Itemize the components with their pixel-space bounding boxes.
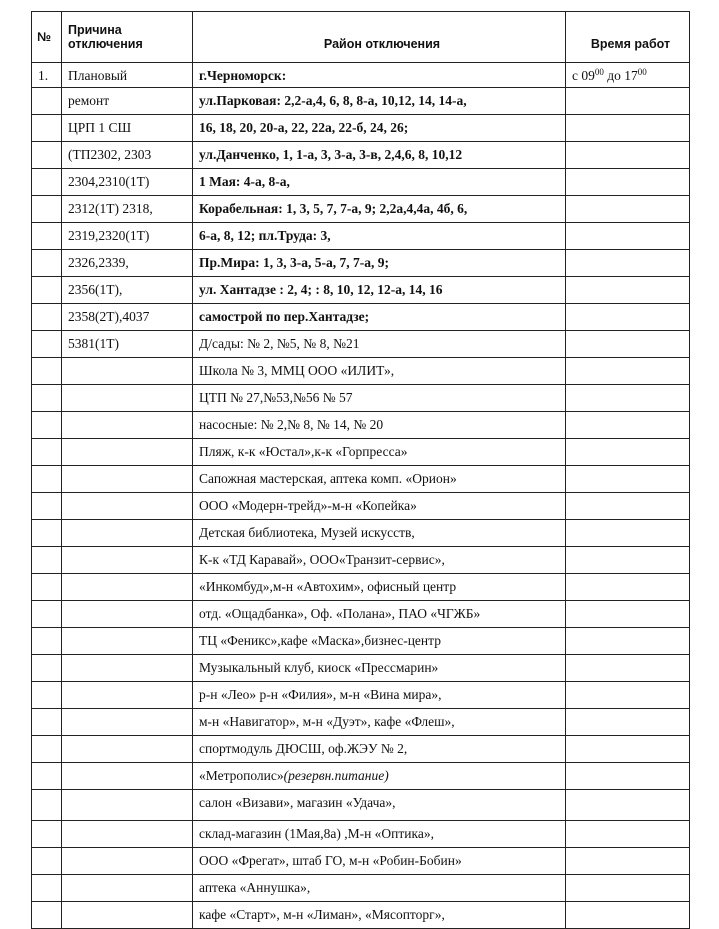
area-cell [193, 304, 566, 331]
area-cell [193, 439, 566, 466]
area-text: Пляж, к-к «Юстал»,к-к «Горпресса» [199, 444, 408, 459]
time-cell [566, 655, 690, 682]
area-cell [193, 115, 566, 142]
time-to: до 17 [603, 68, 638, 83]
row-number-cell [32, 223, 62, 250]
time-cell [566, 709, 690, 736]
area-text: К-к «ТД Каравай», ООО«Транзит-сервис», [199, 552, 445, 567]
reason-cell [62, 655, 193, 682]
area-text: Детская библиотека, Музей искусств, [199, 525, 415, 540]
area-cell [193, 821, 566, 848]
area-text: насосные: № 2,№ 8, № 14, № 20 [199, 417, 384, 432]
area-cell [193, 574, 566, 601]
area-text: аптека «Аннушка», [199, 880, 311, 895]
area-text: самострой по пер.Хантадзе; [199, 309, 370, 324]
reason-cell: 2326,2339, [62, 250, 193, 277]
area-cell [193, 88, 566, 115]
table-row [32, 196, 690, 223]
time-cell [566, 493, 690, 520]
area-text: отд. «Ощадбанка», Оф. «Полана», ПАО «ЧГЖБ» [199, 606, 481, 621]
table-row [32, 601, 690, 628]
area-cell [193, 358, 566, 385]
row-number-cell [32, 115, 62, 142]
reason-cell: 2319,2320(1Т) [62, 223, 193, 250]
time-cell [566, 63, 690, 88]
area-cell [193, 682, 566, 709]
row-number-cell [32, 736, 62, 763]
time-cell [566, 88, 690, 115]
row-number-cell [32, 439, 62, 466]
area-text: Д/сады: № 2, №5, № 8, №21 [199, 336, 360, 351]
row-number-cell [32, 520, 62, 547]
area-cell [193, 601, 566, 628]
table-row [32, 331, 690, 358]
row-number-cell [32, 709, 62, 736]
row-number-cell [32, 493, 62, 520]
table-row [32, 412, 690, 439]
area-text: кафе «Старт», м-н «Лиман», «Мясопторг», [199, 907, 445, 922]
row-number-cell [32, 412, 62, 439]
row-number-cell [32, 875, 62, 902]
row-number-cell [32, 331, 62, 358]
row-number-cell [32, 169, 62, 196]
row-number-cell [32, 628, 62, 655]
reason-cell: 2304,2310(1Т) [62, 169, 193, 196]
row-number-cell [32, 358, 62, 385]
area-cell [193, 848, 566, 875]
table-row [32, 655, 690, 682]
table-row [32, 358, 690, 385]
area-text: салон «Визави», магазин «Удача», [199, 795, 396, 810]
time-cell [566, 736, 690, 763]
area-text: Сапожная мастерская, аптека комп. «Орион» [199, 471, 457, 486]
area-text: Музыкальный клуб, киоск «Прессмарин» [199, 660, 439, 675]
area-text: ЦТП № 27,№53,№56 № 57 [199, 390, 353, 405]
table-row [32, 709, 690, 736]
reason-cell [62, 439, 193, 466]
area-text: ул.Парковая: 2,2-а,4, 6, 8, 8-а, 10,12, 14, 14-а, [199, 93, 467, 108]
area-cell [193, 385, 566, 412]
time-cell [566, 331, 690, 358]
area-text: Корабельная: 1, 3, 5, 7, 7-а, 9; 2,2а,4,4а, 4б, 6, [199, 201, 468, 216]
area-cell [193, 466, 566, 493]
reason-cell: 5381(1Т) [62, 331, 193, 358]
time-cell [566, 547, 690, 574]
table-row [32, 250, 690, 277]
area-cell [193, 628, 566, 655]
time-cell [566, 520, 690, 547]
time-cell [566, 142, 690, 169]
reason-cell [62, 682, 193, 709]
table-row [32, 277, 690, 304]
table-row [32, 439, 690, 466]
time-from-minutes: 00 [594, 67, 604, 77]
table-row [32, 466, 690, 493]
time-cell [566, 848, 690, 875]
area-cell [193, 331, 566, 358]
area-cell [193, 520, 566, 547]
table-row [32, 790, 690, 821]
row-number-cell [32, 848, 62, 875]
area-text: ТЦ «Феникс»,кафе «Маска»,бизнес-центр [199, 633, 441, 648]
time-cell [566, 574, 690, 601]
area-text: г.Черноморск: [199, 68, 287, 83]
time-cell [566, 115, 690, 142]
row-number-cell [32, 601, 62, 628]
time-cell [566, 875, 690, 902]
reason-cell [62, 763, 193, 790]
area-text: «Метрополис» [199, 768, 284, 783]
header-reason [62, 12, 193, 63]
table-row [32, 88, 690, 115]
reason-cell [62, 821, 193, 848]
area-cell [193, 169, 566, 196]
time-cell [566, 628, 690, 655]
table-row [32, 848, 690, 875]
area-text: ООО «Модерн-трейд»-м-н «Копейка» [199, 498, 417, 513]
reason-cell [62, 875, 193, 902]
area-text: «Инкомбуд»,м-н «Автохим», офисный центр [199, 579, 457, 594]
reason-cell [62, 358, 193, 385]
area-text: 16, 18, 20, 20-а, 22, 22а, 22-б, 24, 26; [199, 120, 409, 135]
header-time: Время работ [566, 12, 690, 63]
time-to-minutes: 00 [637, 67, 647, 77]
reason-cell: 2312(1Т) 2318, [62, 196, 193, 223]
table-row [32, 385, 690, 412]
row-number-cell [32, 547, 62, 574]
reason-cell [62, 466, 193, 493]
reason-cell: 2358(2Т),4037 [62, 304, 193, 331]
area-cell [193, 223, 566, 250]
row-number-cell [32, 682, 62, 709]
area-cell [193, 493, 566, 520]
time-cell [566, 601, 690, 628]
header-area: Район отключения [193, 12, 566, 63]
reason-cell [62, 574, 193, 601]
reason-cell: 2356(1Т), [62, 277, 193, 304]
area-note: (резервн.питание) [283, 768, 389, 783]
area-cell [193, 736, 566, 763]
time-cell [566, 385, 690, 412]
area-text: 1 Мая: 4-а, 8-а, [199, 174, 290, 189]
area-text: ул.Данченко, 1, 1-а, 3, 3-а, 3-в, 2,4,6, 8, 10,12 [199, 147, 463, 162]
area-cell [193, 412, 566, 439]
table-row [32, 821, 690, 848]
reason-cell: ремонт [62, 88, 193, 115]
reason-cell [62, 790, 193, 821]
table-row [32, 902, 690, 929]
table-row [32, 574, 690, 601]
area-text: спортмодуль ДЮСШ, оф.ЖЭУ № 2, [199, 741, 408, 756]
outage-table [31, 11, 690, 929]
area-cell [193, 709, 566, 736]
reason-cell [62, 709, 193, 736]
area-text: 6-а, 8, 12; пл.Труда: 3, [199, 228, 331, 243]
row-number-cell [32, 466, 62, 493]
area-text: р-н «Лео» р-н «Филия», м-н «Вина мира», [199, 687, 442, 702]
time-from: с 09 [572, 68, 595, 83]
table-row [32, 169, 690, 196]
time-cell [566, 412, 690, 439]
table-row [32, 682, 690, 709]
reason-cell [62, 520, 193, 547]
reason-cell: ЦРП 1 СШ [62, 115, 193, 142]
reason-cell [62, 848, 193, 875]
area-text: Пр.Мира: 1, 3, 3-а, 5-а, 7, 7-а, 9; [199, 255, 390, 270]
table-row [32, 547, 690, 574]
row-number-cell [32, 304, 62, 331]
time-cell [566, 196, 690, 223]
table-row [32, 493, 690, 520]
reason-cell [62, 493, 193, 520]
time-cell [566, 223, 690, 250]
table-row [32, 115, 690, 142]
row-number-cell [32, 574, 62, 601]
area-text: склад-магазин (1Мая,8а) ,М-н «Оптика», [199, 826, 435, 841]
row-number-cell [32, 250, 62, 277]
reason-cell [62, 601, 193, 628]
area-cell [193, 902, 566, 929]
row-number-cell [32, 655, 62, 682]
time-cell [566, 169, 690, 196]
header-number: № [32, 12, 62, 63]
row-number-cell [32, 902, 62, 929]
area-cell [193, 196, 566, 223]
reason-cell [62, 385, 193, 412]
reason-cell [62, 902, 193, 929]
area-text: Школа № 3, ММЦ ООО «ИЛИТ», [199, 363, 395, 378]
time-cell [566, 821, 690, 848]
header-reason-line2: отключения [68, 37, 143, 51]
table-row [32, 223, 690, 250]
row-number-cell [32, 763, 62, 790]
time-cell [566, 763, 690, 790]
reason-cell [62, 736, 193, 763]
time-cell [566, 304, 690, 331]
table-row [32, 875, 690, 902]
area-cell [193, 63, 566, 88]
row-number-cell [32, 385, 62, 412]
table-row [32, 763, 690, 790]
row-number-cell [32, 277, 62, 304]
reason-cell: Плановый [62, 63, 193, 88]
table-row [32, 628, 690, 655]
area-cell [193, 763, 566, 790]
row-number-cell [32, 88, 62, 115]
reason-cell: (ТП2302, 2303 [62, 142, 193, 169]
area-cell [193, 655, 566, 682]
area-cell [193, 875, 566, 902]
reason-cell [62, 547, 193, 574]
time-cell [566, 790, 690, 821]
area-text: ул. Хантадзе : 2, 4; : 8, 10, 12, 12-а, 14, 16 [199, 282, 443, 297]
reason-cell [62, 628, 193, 655]
row-number-cell [32, 196, 62, 223]
time-cell [566, 439, 690, 466]
time-cell [566, 358, 690, 385]
time-cell [566, 466, 690, 493]
table-row [32, 736, 690, 763]
table-row [32, 520, 690, 547]
reason-cell [62, 412, 193, 439]
header-row [32, 12, 690, 63]
table-row [32, 142, 690, 169]
area-cell [193, 790, 566, 821]
area-text: м-н «Навигатор», м-н «Дуэт», кафе «Флеш», [199, 714, 455, 729]
row-number-cell [32, 790, 62, 821]
table-row [32, 304, 690, 331]
row-number-cell [32, 821, 62, 848]
row-number-cell: 1. [32, 63, 62, 88]
area-cell [193, 277, 566, 304]
time-cell [566, 682, 690, 709]
header-reason-line1: Причина [68, 23, 122, 37]
table-row [32, 63, 690, 88]
time-cell [566, 902, 690, 929]
area-text: ООО «Фрегат», штаб ГО, м-н «Робин-Бобин» [199, 853, 462, 868]
area-cell [193, 142, 566, 169]
table-body [32, 63, 690, 929]
time-cell [566, 250, 690, 277]
time-cell [566, 277, 690, 304]
row-number-cell [32, 142, 62, 169]
area-cell [193, 250, 566, 277]
area-cell [193, 547, 566, 574]
